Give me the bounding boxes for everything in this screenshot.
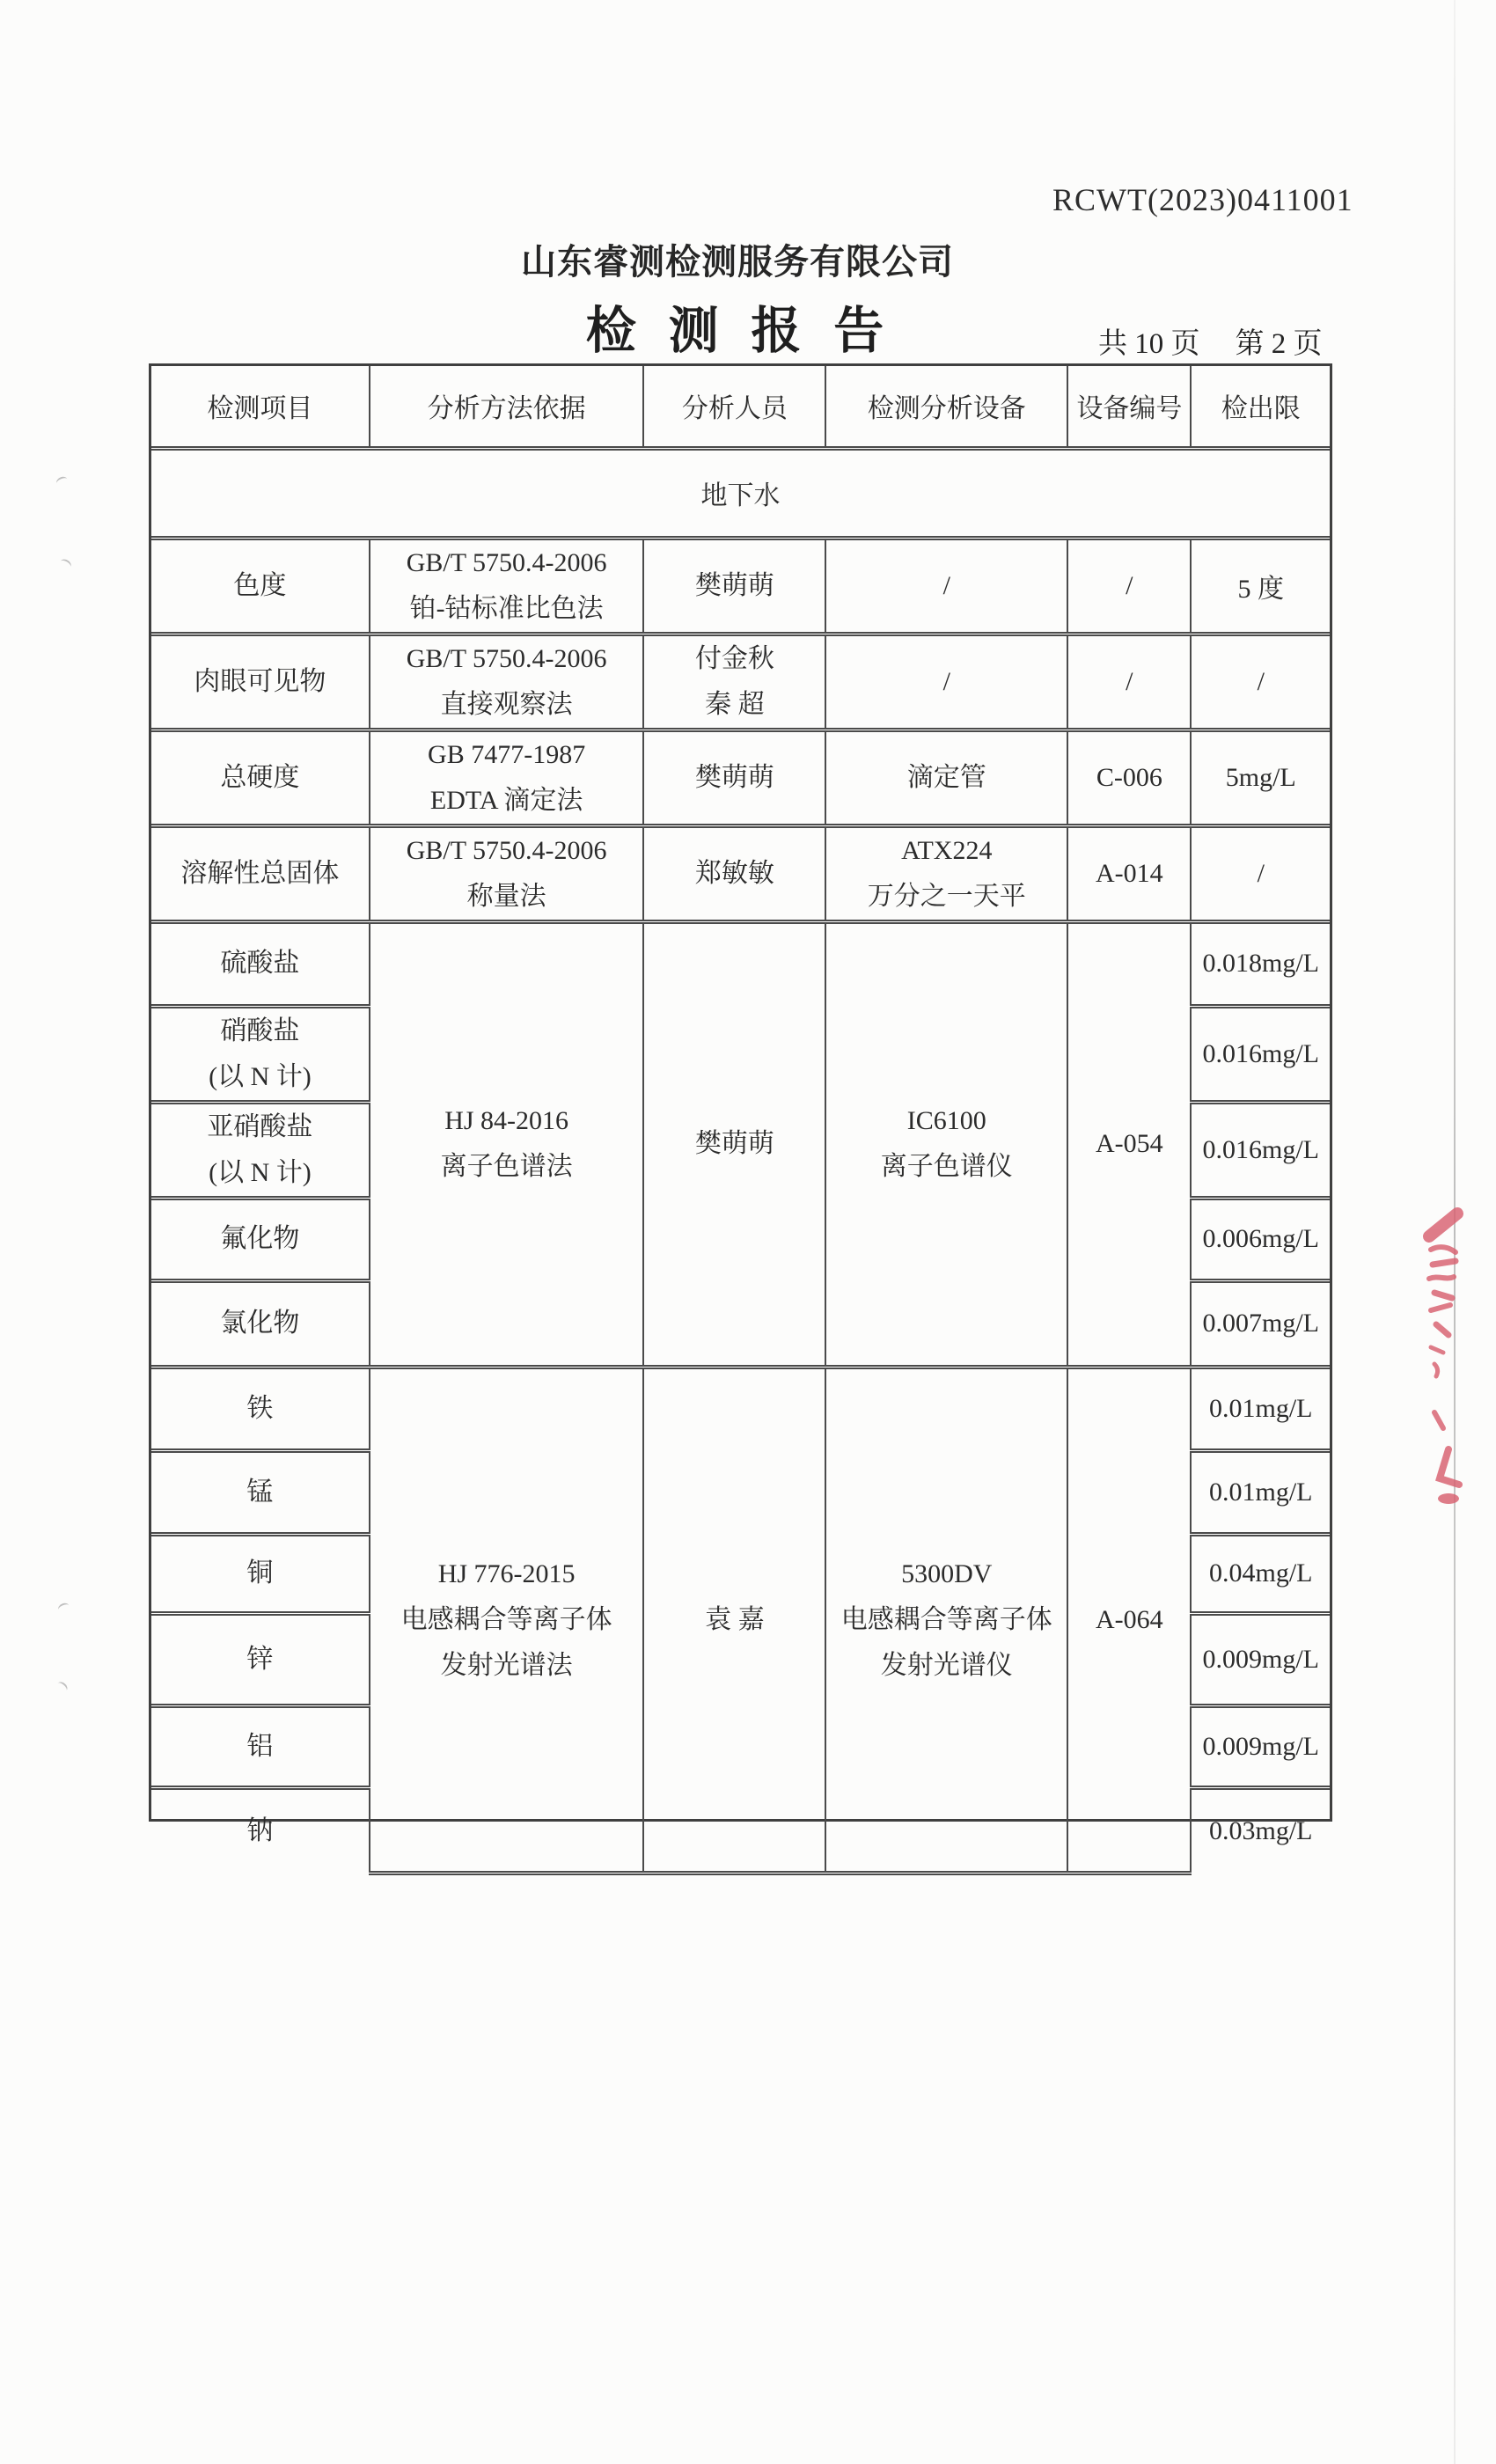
cell-item (151, 634, 370, 730)
col-header-method: 分析方法依据 (370, 366, 644, 448)
item-label: 亚硝酸盐 (207, 1111, 313, 1141)
cell-equipment-code: / (1067, 634, 1191, 730)
cell-detection-limit: 5 度 (1191, 538, 1330, 634)
cell-method: GB/T 5750.4-2006 直接观察法 (370, 634, 644, 730)
item-label: 铝 (246, 1731, 274, 1761)
cell-detection-limit: 0.01mg/L (1191, 1367, 1330, 1450)
cell-item (151, 1280, 370, 1367)
item-label: 色度 (233, 570, 287, 600)
page-info (1098, 320, 1323, 362)
col-header-equipment: 检测分析设备 (825, 366, 1067, 448)
cell-equipment-code: A-064 (1067, 1367, 1191, 1873)
cell-equipment: / (825, 538, 1067, 634)
cell-analyst: 樊萌萌 (643, 921, 825, 1367)
cell-method: HJ 776-2015 电感耦合等离子体 发射光谱法 (370, 1367, 644, 1873)
table-header-row (151, 366, 1330, 448)
cell-method: HJ 84-2016 离子色谱法 (370, 921, 644, 1367)
item-label: 硫酸盐 (220, 949, 300, 978)
cell-detection-limit: 0.03mg/L (1191, 1787, 1330, 1873)
cell-equipment: 5300DV 电感耦合等离子体 发射光谱仪 (825, 1367, 1067, 1873)
cell-analyst: 郑敏敏 (643, 825, 825, 921)
table-row (151, 634, 1330, 730)
table-row (151, 538, 1330, 634)
item-label: 铁 (246, 1393, 274, 1423)
cell-item (151, 825, 370, 921)
item-label: 肉眼可见物 (194, 666, 326, 696)
cell-item (151, 1102, 370, 1198)
cell-detection-limit: 5mg/L (1191, 730, 1330, 825)
cell-detection-limit: 0.01mg/L (1191, 1450, 1330, 1534)
item-label: 硝酸盐 (220, 1016, 300, 1045)
page-number-label: 第 2 页 (1235, 328, 1323, 360)
col-header-equipment-code: 设备编号 (1067, 366, 1191, 448)
cell-equipment: IC6100 离子色谱仪 (825, 921, 1067, 1367)
cell-item (151, 1613, 370, 1705)
sample-type-cell: 地下水 (151, 448, 1330, 538)
cell-analyst: 樊萌萌 (643, 730, 825, 825)
cell-detection-limit: 0.016mg/L (1191, 1102, 1330, 1198)
cell-method: GB 7477-1987 EDTA 滴定法 (370, 730, 644, 825)
cell-item (151, 1198, 370, 1280)
item-label: 锰 (246, 1477, 274, 1507)
col-header-detection-limit: 检出限 (1191, 366, 1330, 448)
cell-equipment-code: A-054 (1067, 921, 1191, 1367)
cell-detection-limit: 0.04mg/L (1191, 1534, 1330, 1613)
company-name: 山东睿测检测服务有限公司 (521, 242, 954, 282)
cell-detection-limit: 0.016mg/L (1191, 1006, 1330, 1102)
item-label: 氟化物 (220, 1224, 300, 1253)
table-row (151, 730, 1330, 825)
cell-analyst: 付金秋 秦 超 (643, 634, 825, 730)
cell-item (151, 538, 370, 634)
col-header-item: 检测项目 (151, 366, 370, 448)
cell-item (151, 1367, 370, 1450)
cell-detection-limit: 0.009mg/L (1191, 1613, 1330, 1705)
cell-item (151, 1450, 370, 1534)
table-row (151, 825, 1330, 921)
red-stamp-fragment (1404, 1201, 1496, 1518)
cell-detection-limit: 0.006mg/L (1191, 1198, 1330, 1280)
cell-item (151, 730, 370, 825)
item-label-line2: (以 N 计) (209, 1061, 312, 1091)
item-label-line2: (以 N 计) (209, 1157, 312, 1187)
results-table-grid (151, 366, 1330, 1875)
results-table (149, 363, 1332, 1845)
scan-speck (58, 557, 72, 570)
cell-equipment-code: C-006 (1067, 730, 1191, 825)
cell-detection-limit: / (1191, 634, 1330, 730)
cell-detection-limit: 0.007mg/L (1191, 1280, 1330, 1367)
item-label: 氯化物 (220, 1309, 300, 1338)
cell-analyst: 樊萌萌 (643, 538, 825, 634)
report-number: RCWT(2023)0411001 (1052, 182, 1353, 217)
item-label: 总硬度 (220, 762, 300, 792)
item-label: 溶解性总固体 (180, 858, 340, 888)
report-title: 检 测 报 告 (585, 302, 886, 360)
cell-method: GB/T 5750.4-2006 称量法 (370, 825, 644, 921)
cell-item (151, 1006, 370, 1102)
cell-equipment: ATX224 万分之一天平 (825, 825, 1067, 921)
cell-analyst: 袁 嘉 (643, 1367, 825, 1873)
table-row (151, 921, 1330, 1006)
scan-speck (55, 475, 70, 488)
cell-equipment: 滴定管 (825, 730, 1067, 825)
page-count-label: 共 10 页 (1098, 328, 1200, 360)
item-label: 锌 (246, 1644, 274, 1674)
cell-detection-limit: / (1191, 825, 1330, 921)
col-header-analyst: 分析人员 (643, 366, 825, 448)
cell-item (151, 1787, 370, 1873)
cell-method: GB/T 5750.4-2006 铂-钴标准比色法 (370, 538, 644, 634)
cell-equipment: / (825, 634, 1067, 730)
cell-detection-limit: 0.018mg/L (1191, 921, 1330, 1006)
cell-equipment-code: / (1067, 538, 1191, 634)
cell-equipment-code: A-014 (1067, 825, 1191, 921)
cell-item (151, 1534, 370, 1613)
cell-detection-limit: 0.009mg/L (1191, 1705, 1330, 1787)
item-label: 铜 (246, 1558, 274, 1588)
cell-item (151, 921, 370, 1006)
scan-speck (55, 1680, 69, 1694)
cell-item (151, 1705, 370, 1787)
item-label: 钠 (246, 1815, 274, 1845)
scan-speck (57, 1602, 71, 1614)
sample-type-row (151, 448, 1330, 538)
table-row (151, 1367, 1330, 1450)
